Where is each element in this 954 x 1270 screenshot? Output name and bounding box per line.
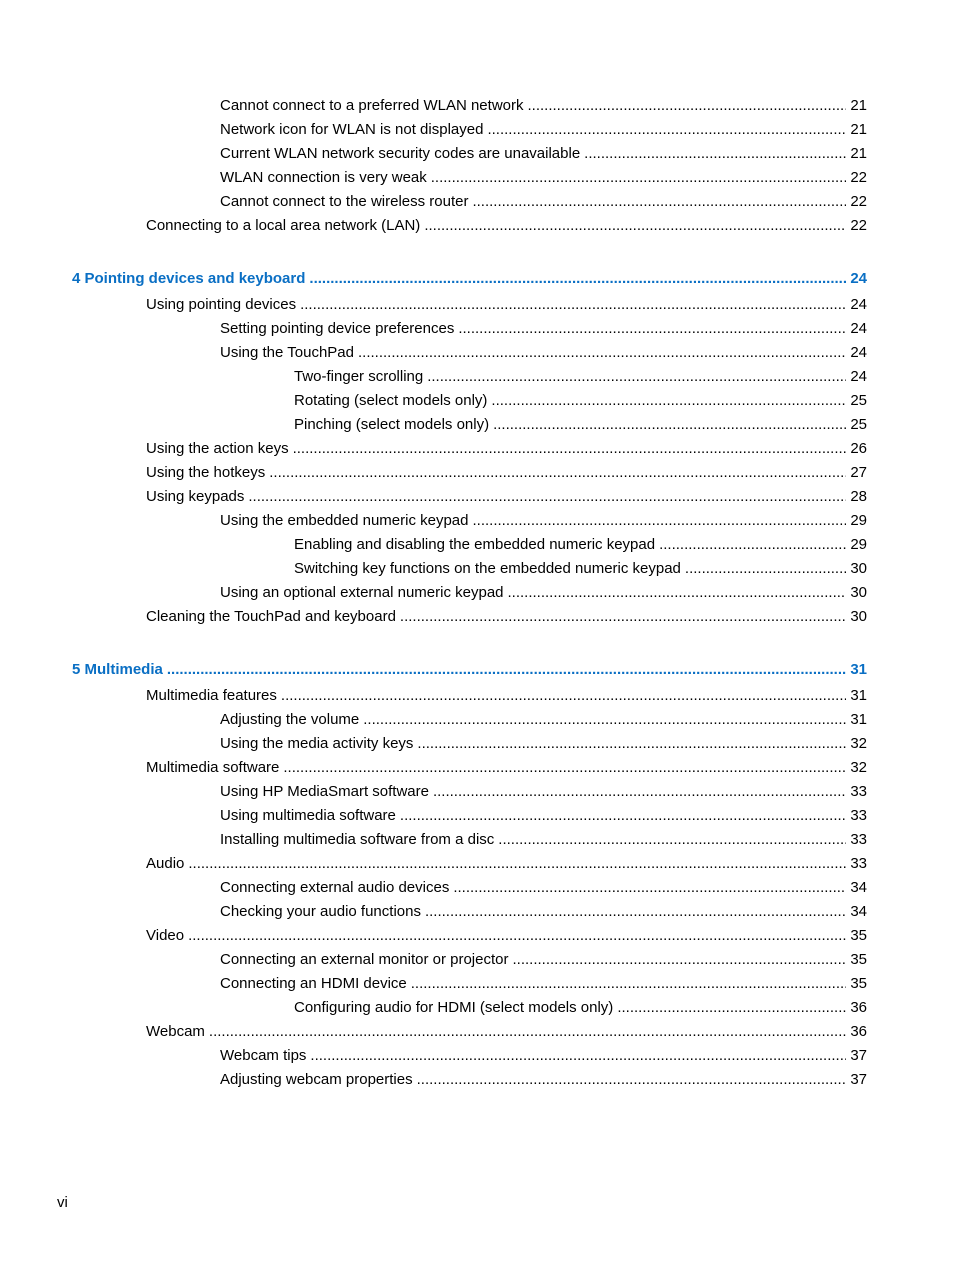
toc-chapter-entry[interactable] xyxy=(72,269,867,289)
toc-dot-leader xyxy=(309,269,846,289)
toc-page-number: 36 xyxy=(850,999,867,1016)
toc-dot-leader xyxy=(188,854,846,874)
toc-page-number: 25 xyxy=(850,392,867,409)
toc-dot-leader xyxy=(310,1046,846,1066)
toc-page-number: 31 xyxy=(850,661,867,678)
toc-page-number: 28 xyxy=(850,488,867,505)
toc-entry[interactable] xyxy=(146,439,867,459)
toc-entry[interactable] xyxy=(220,1070,867,1090)
toc-page-number: 30 xyxy=(850,560,867,577)
toc-page-number: 31 xyxy=(850,711,867,728)
toc-dot-leader xyxy=(417,1070,847,1090)
toc-page-number: 27 xyxy=(850,464,867,481)
toc-entry-title: Webcam xyxy=(146,1023,205,1040)
toc-entry[interactable] xyxy=(220,830,867,850)
toc-entry[interactable] xyxy=(220,144,867,164)
toc-dot-leader xyxy=(281,686,846,706)
toc-entry[interactable] xyxy=(220,96,867,116)
toc-page-number: 26 xyxy=(850,440,867,457)
toc-entry-title: Connecting an external monitor or projector xyxy=(220,951,509,968)
toc-page-number: 31 xyxy=(850,687,867,704)
toc-entry[interactable] xyxy=(146,607,867,627)
toc-entry-title: Adjusting webcam properties xyxy=(220,1071,413,1088)
toc-page-number: 35 xyxy=(850,975,867,992)
toc-dot-leader xyxy=(283,758,846,778)
toc-dot-leader xyxy=(400,806,846,826)
toc-entry[interactable] xyxy=(146,758,867,778)
toc-entry[interactable] xyxy=(146,686,867,706)
toc-entry[interactable] xyxy=(220,878,867,898)
toc-entry[interactable] xyxy=(220,782,867,802)
toc-dot-leader xyxy=(188,926,846,946)
toc-entry[interactable] xyxy=(146,463,867,483)
toc-entry-title: WLAN connection is very weak xyxy=(220,169,427,186)
toc-entry[interactable] xyxy=(294,391,867,411)
toc-entry-title: Connecting external audio devices xyxy=(220,879,450,896)
toc-entry-title: Using the embedded numeric keypad xyxy=(220,512,469,529)
toc-dot-leader xyxy=(491,391,846,411)
toc-page-number: 33 xyxy=(850,831,867,848)
toc-entry-title: Using an optional external numeric keypad xyxy=(220,584,504,601)
toc-entry[interactable] xyxy=(294,998,867,1018)
toc-entry-title: Pinching (select models only) xyxy=(294,416,490,433)
toc-entry-title: Webcam tips xyxy=(220,1047,307,1064)
toc-entry-title: Switching key functions on the embedded numeric keypad xyxy=(294,560,681,577)
toc-page-number: 30 xyxy=(850,608,867,625)
toc-page-number: 22 xyxy=(850,193,867,210)
toc-entry-title: Multimedia software xyxy=(146,759,280,776)
toc-entry[interactable] xyxy=(146,1022,867,1042)
toc-dot-leader xyxy=(431,168,847,188)
toc-page-number: 33 xyxy=(850,783,867,800)
toc-dot-leader xyxy=(248,487,846,507)
toc-chapter-entry[interactable] xyxy=(72,660,867,680)
toc-dot-leader xyxy=(472,192,846,212)
toc-page-number: 30 xyxy=(850,584,867,601)
toc-page-number: 24 xyxy=(850,296,867,313)
toc-page-number: 21 xyxy=(850,121,867,138)
toc-entry[interactable] xyxy=(294,367,867,387)
toc-entry-title: Cannot connect to a preferred WLAN network xyxy=(220,97,524,114)
toc-entry[interactable] xyxy=(220,950,867,970)
toc-entry-title: Cleaning the TouchPad and keyboard xyxy=(146,608,396,625)
toc-entry[interactable] xyxy=(146,216,867,236)
toc-page-number: 24 xyxy=(850,344,867,361)
toc-page-number: 37 xyxy=(850,1071,867,1088)
toc-dot-leader xyxy=(528,96,847,116)
toc-page-number: 22 xyxy=(850,169,867,186)
toc-page-number: 22 xyxy=(850,217,867,234)
toc-dot-leader xyxy=(453,878,846,898)
toc-page-number: 29 xyxy=(850,512,867,529)
toc-entry-title: Adjusting the volume xyxy=(220,711,360,728)
toc-entry[interactable] xyxy=(220,343,867,363)
toc-entry-title: Using pointing devices xyxy=(146,296,297,313)
toc-entry[interactable] xyxy=(294,415,867,435)
toc-page-number: 29 xyxy=(850,536,867,553)
toc-dot-leader xyxy=(685,559,846,579)
toc-entry-title: Connecting an HDMI device xyxy=(220,975,407,992)
toc-entry-title: Rotating (select models only) xyxy=(294,392,488,409)
toc-entry-title: Using HP MediaSmart software xyxy=(220,783,429,800)
toc-entry[interactable] xyxy=(146,295,867,315)
toc-dot-leader xyxy=(508,583,847,603)
toc-entry-title: Using multimedia software xyxy=(220,807,396,824)
toc-entry[interactable] xyxy=(294,535,867,555)
toc-entry[interactable] xyxy=(220,583,867,603)
toc-entry-title: 5 Multimedia xyxy=(72,661,163,678)
toc-dot-leader xyxy=(472,511,846,531)
toc-entry-title: Setting pointing device preferences xyxy=(220,320,455,337)
toc-entry-title: Current WLAN network security codes are unavailable xyxy=(220,145,581,162)
toc-dot-leader xyxy=(293,439,847,459)
toc-entry-title: Using keypads xyxy=(146,488,245,505)
toc-dot-leader xyxy=(659,535,846,555)
toc-entry-title: Using the media activity keys xyxy=(220,735,414,752)
toc-dot-leader xyxy=(458,319,846,339)
toc-entry[interactable] xyxy=(220,902,867,922)
toc-entry-title: Audio xyxy=(146,855,185,872)
toc-page-number: 25 xyxy=(850,416,867,433)
toc-dot-leader xyxy=(300,295,846,315)
toc-entry[interactable] xyxy=(146,926,867,946)
toc-entry-title: Using the hotkeys xyxy=(146,464,266,481)
toc-entry[interactable] xyxy=(146,854,867,874)
toc-dot-leader xyxy=(167,660,846,680)
toc-page-number: 37 xyxy=(850,1047,867,1064)
toc-page-number: 21 xyxy=(850,97,867,114)
toc-entry[interactable] xyxy=(220,319,867,339)
toc-entry[interactable] xyxy=(220,120,867,140)
page-number: vi xyxy=(57,1194,68,1211)
toc-dot-leader xyxy=(427,367,846,387)
toc-dot-leader xyxy=(358,343,846,363)
toc-page-number: 24 xyxy=(850,368,867,385)
toc-entry-title: 4 Pointing devices and keyboard xyxy=(72,270,306,287)
toc-dot-leader xyxy=(363,710,846,730)
toc-entry[interactable] xyxy=(220,511,867,531)
toc-entry-title: Multimedia features xyxy=(146,687,277,704)
toc-dot-leader xyxy=(493,415,846,435)
toc-dot-leader xyxy=(433,782,846,802)
toc-page-number: 34 xyxy=(850,903,867,920)
toc-entry-title: Two-finger scrolling xyxy=(294,368,424,385)
toc-dot-leader xyxy=(209,1022,846,1042)
toc-entry-title: Enabling and disabling the embedded numeric keypad xyxy=(294,536,656,553)
toc-entry[interactable] xyxy=(294,559,867,579)
toc-entry-title: Network icon for WLAN is not displayed xyxy=(220,121,484,138)
toc-entry-title: Installing multimedia software from a disc xyxy=(220,831,495,848)
toc-dot-leader xyxy=(269,463,846,483)
toc-entry-title: Cannot connect to the wireless router xyxy=(220,193,469,210)
toc-entry[interactable] xyxy=(220,1046,867,1066)
toc-dot-leader xyxy=(513,950,847,970)
toc-entry-title: Video xyxy=(146,927,185,944)
toc-dot-leader xyxy=(584,144,846,164)
toc-entry[interactable] xyxy=(220,806,867,826)
toc-dot-leader xyxy=(498,830,846,850)
toc-page-number: 32 xyxy=(850,759,867,776)
toc-entry[interactable] xyxy=(220,192,867,212)
toc-entry[interactable] xyxy=(220,710,867,730)
toc-entry[interactable] xyxy=(220,974,867,994)
toc-dot-leader xyxy=(417,734,846,754)
toc-page-number: 33 xyxy=(850,855,867,872)
toc-entry-title: Using the TouchPad xyxy=(220,344,354,361)
toc-dot-leader xyxy=(400,607,846,627)
toc-dot-leader xyxy=(487,120,846,140)
toc-page-number: 34 xyxy=(850,879,867,896)
toc-dot-leader xyxy=(424,216,846,236)
toc-page-number: 33 xyxy=(850,807,867,824)
toc-entry-title: Checking your audio functions xyxy=(220,903,421,920)
toc-entry[interactable] xyxy=(146,487,867,507)
toc-entry[interactable] xyxy=(220,168,867,188)
toc-page-number: 35 xyxy=(850,951,867,968)
toc-dot-leader xyxy=(411,974,847,994)
toc-dot-leader xyxy=(617,998,846,1018)
toc-dot-leader xyxy=(425,902,846,922)
toc-page-number: 36 xyxy=(850,1023,867,1040)
toc-entry[interactable] xyxy=(220,734,867,754)
toc-page-number: 24 xyxy=(850,320,867,337)
toc-entry-title: Using the action keys xyxy=(146,440,289,457)
toc-entry-title: Configuring audio for HDMI (select models only) xyxy=(294,999,614,1016)
toc-page-number: 35 xyxy=(850,927,867,944)
toc-page-number: 21 xyxy=(850,145,867,162)
toc-page-number: 32 xyxy=(850,735,867,752)
toc-entry-title: Connecting to a local area network (LAN) xyxy=(146,217,421,234)
toc-page-number: 24 xyxy=(850,270,867,287)
